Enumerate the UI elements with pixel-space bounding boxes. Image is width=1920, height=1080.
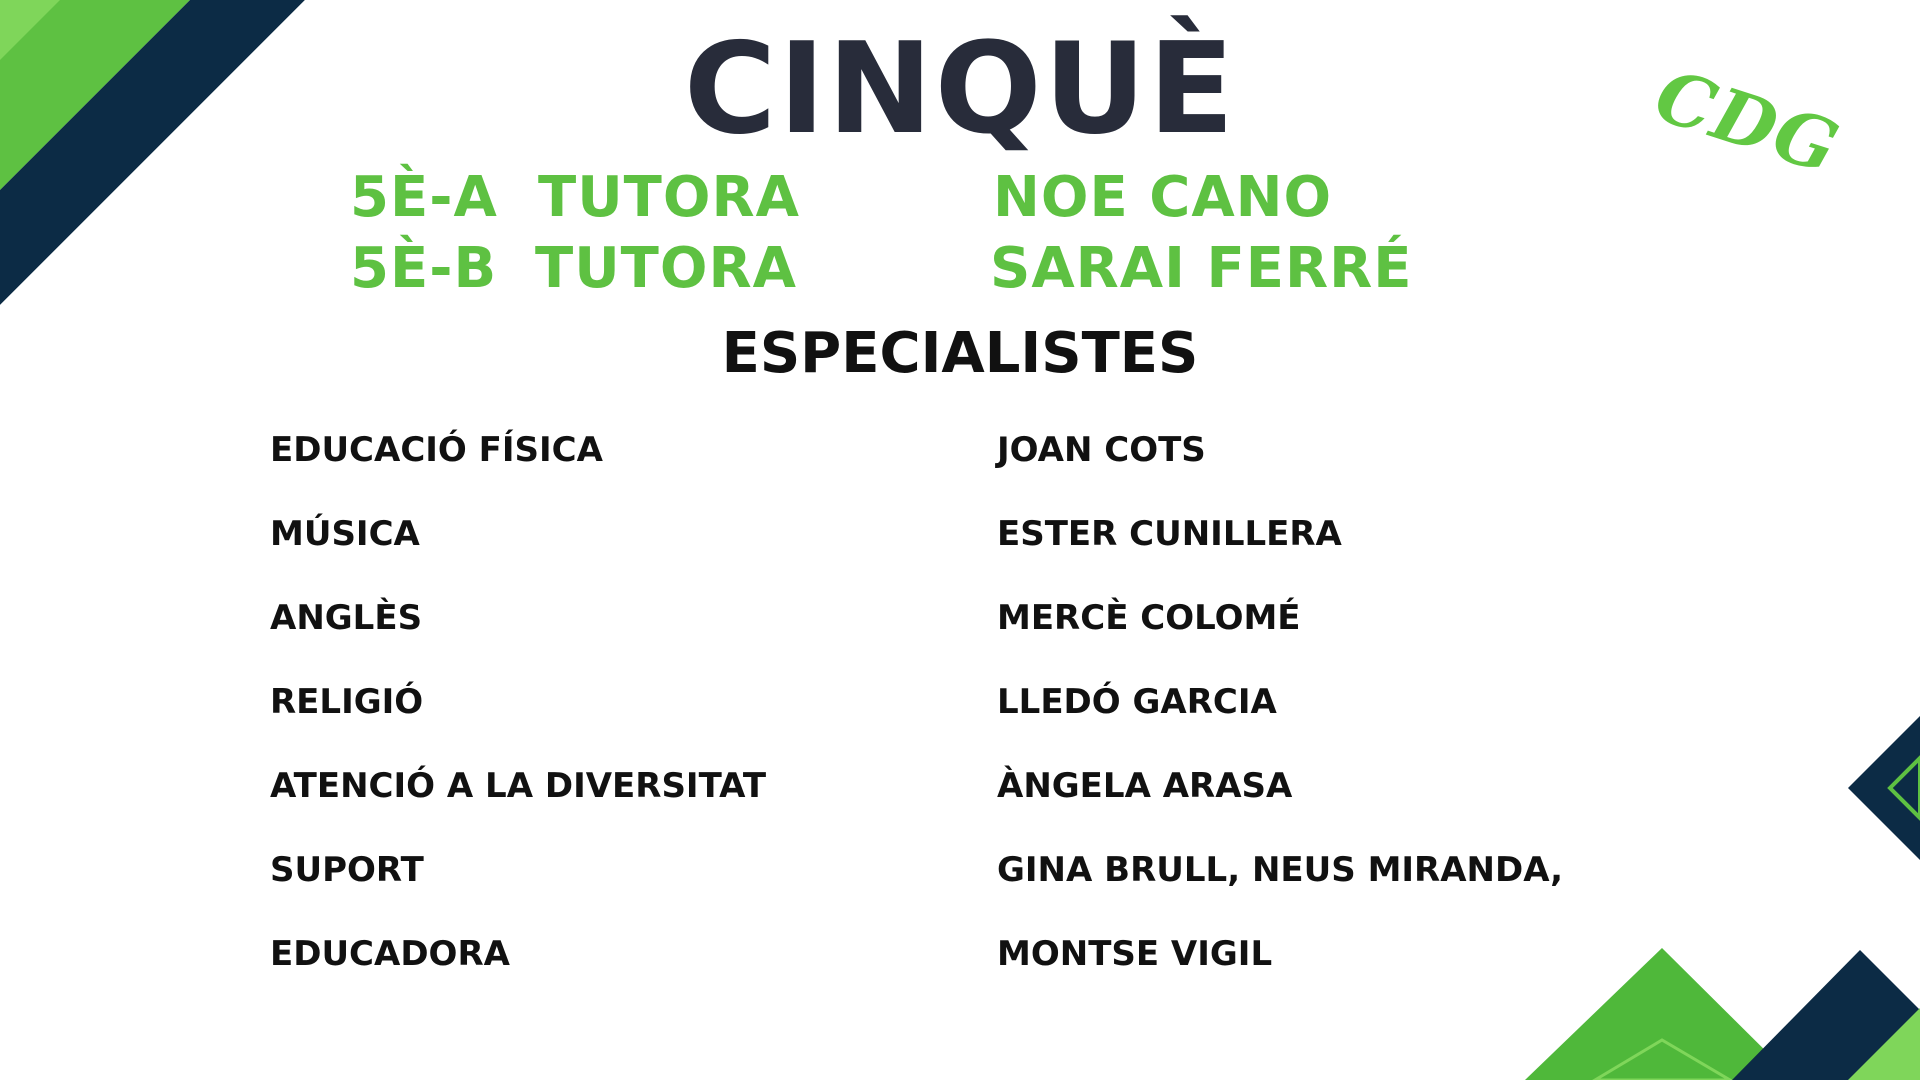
tutor-role: TUTORA	[538, 165, 800, 230]
specialist-subject: SUPORT	[270, 850, 424, 890]
tutor-name: NOE CANO	[993, 165, 1333, 230]
right-diamond-navy	[1848, 716, 1920, 860]
specialist-teacher: ESTER CUNILLERA	[997, 514, 1342, 554]
specialist-teacher: JOAN COTS	[997, 430, 1206, 470]
specialists-heading: ESPECIALISTES	[721, 321, 1199, 386]
specialist-subject: MÚSICA	[270, 514, 420, 554]
bottom-triangle-green-small	[1848, 1008, 1920, 1080]
tutor-row-5a	[350, 165, 1550, 231]
specialist-row	[270, 924, 1670, 1008]
specialist-teacher: ÀNGELA ARASA	[997, 766, 1293, 806]
specialist-row	[270, 672, 1670, 756]
specialist-subject: RELIGIÓ	[270, 682, 424, 722]
tutor-row-5b	[350, 236, 1550, 302]
specialist-row	[270, 504, 1670, 588]
tutor-role: TUTORA	[535, 236, 797, 301]
specialist-row	[270, 420, 1670, 504]
page-title: CINQUÈ	[683, 15, 1237, 162]
specialist-subject: ATENCIÓ A LA DIVERSITAT	[270, 766, 767, 806]
specialist-row	[270, 588, 1670, 672]
specialist-teacher: GINA BRULL, NEUS MIRANDA,	[997, 850, 1564, 890]
specialist-row	[270, 840, 1670, 924]
school-logo: CDG	[1645, 52, 1851, 191]
bottom-triangle-navy	[1732, 950, 1920, 1080]
specialists-list	[270, 420, 1670, 1008]
bottom-triangle-outline	[1595, 1040, 1730, 1080]
specialist-subject: ANGLÈS	[270, 598, 423, 638]
tutor-name: SARAI FERRÉ	[990, 236, 1413, 301]
tutor-group: 5È-B	[350, 236, 498, 301]
specialist-row	[270, 756, 1670, 840]
specialist-subject: EDUCADORA	[270, 934, 510, 974]
tutor-group: 5È-A	[350, 165, 498, 230]
right-diamond-outline	[1890, 758, 1920, 818]
specialist-subject: EDUCACIÓ FÍSICA	[270, 430, 603, 470]
specialist-teacher: LLEDÓ GARCIA	[997, 682, 1277, 722]
specialist-teacher: MERCÈ COLOMÉ	[997, 598, 1301, 638]
specialist-teacher: MONTSE VIGIL	[997, 934, 1273, 974]
